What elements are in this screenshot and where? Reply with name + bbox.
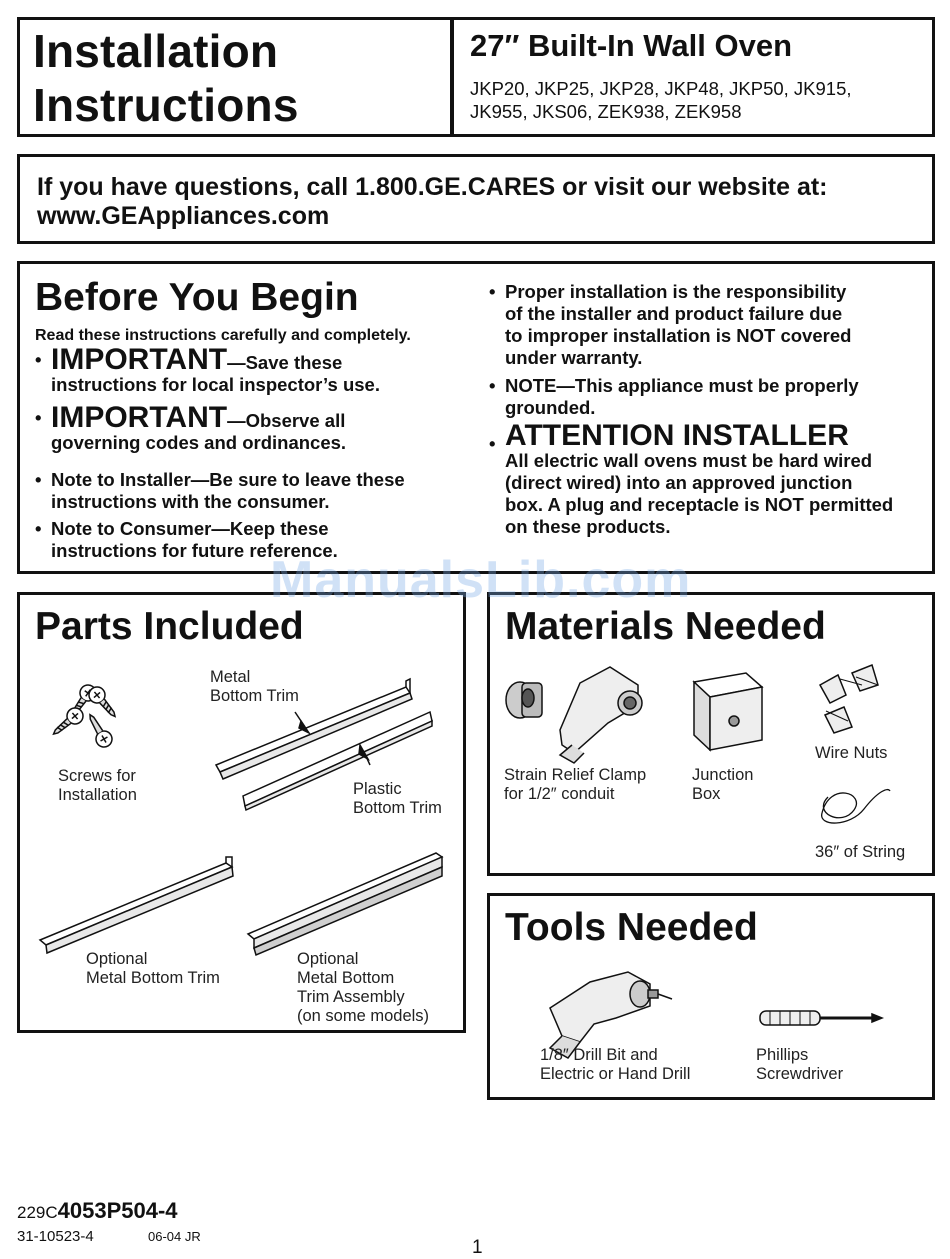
string-label: 36″ of String	[815, 843, 906, 861]
wire-nuts-icon	[820, 665, 878, 733]
screws-label-2: Installation	[58, 786, 137, 804]
header-title-box	[17, 17, 453, 137]
watermark: ManualsLib.com	[270, 551, 692, 609]
website-link[interactable]: www.GEAppliances.com	[37, 202, 330, 230]
contact-box	[17, 154, 935, 244]
header-product-box	[451, 17, 935, 137]
important-rest-2: —Observe all	[227, 410, 346, 431]
important-word-1: IMPORTANT	[51, 343, 228, 376]
part-number	[17, 1198, 178, 1224]
parts-title: Parts Included	[35, 605, 304, 648]
optional-trim-label	[86, 950, 220, 988]
optional-metal-trim-icon	[40, 857, 233, 953]
drill-label	[540, 1046, 690, 1084]
read-instructions: Read these instructions carefully and completely.	[35, 327, 411, 344]
wire-nuts-label: Wire Nuts	[815, 744, 888, 762]
part-number-main: 4053P504-4	[57, 1198, 178, 1223]
note-grounded-item: • NOTE—This appliance must be properly grounded.	[489, 375, 859, 418]
string-icon	[822, 790, 890, 823]
strain-relief-label	[504, 766, 646, 804]
proper-line-3: to improper installation is NOT covered	[505, 325, 852, 346]
attention-heading: ATTENTION INSTALLER	[505, 419, 849, 452]
installer-line-2: instructions with the consumer.	[51, 491, 330, 512]
important-word-2: IMPORTANT	[51, 401, 228, 434]
models-line-2: JK955, JKS06, ZEK938, ZEK958	[470, 101, 742, 122]
before-title: Before You Begin	[35, 276, 359, 319]
important-save-item: • IMPORTANT—Save these instructions for local inspector’s use.	[35, 343, 380, 395]
drill-label-1: 1/8″ Drill Bit and	[540, 1046, 658, 1064]
models-line-1: JKP20, JKP25, JKP28, JKP48, JKP50, JK915,	[470, 78, 852, 99]
parts-included-section	[17, 592, 466, 1033]
attention-installer-item: • ATTENTION INSTALLER All electric wall ovens must be hard wired (direct wired) into an approved junction box. A plug and receptacle is NOT permitted on these products.	[489, 419, 894, 537]
title-line-2: Instructions	[33, 79, 299, 131]
attention-line-4: on these products.	[505, 516, 671, 537]
optional-assembly-label-3: Trim Assembly	[297, 988, 405, 1006]
proper-line-1: Proper installation is the responsibility	[505, 281, 847, 302]
screwdriver-label-2: Screwdriver	[756, 1065, 844, 1083]
screwdriver-icon	[760, 1011, 882, 1025]
optional-trim-label-2: Metal Bottom Trim	[86, 969, 220, 987]
optional-trim-assembly-icon	[248, 853, 442, 955]
important-observe-item: • IMPORTANT—Observe all governing codes and ordinances.	[35, 401, 347, 453]
screwdriver-label	[756, 1046, 843, 1084]
note-line-2: grounded.	[505, 397, 596, 418]
strain-relief-label-2: for 1/2″ conduit	[504, 785, 615, 803]
materials-needed-section	[487, 592, 935, 876]
attention-line-3: box. A plug and receptacle is NOT permitted	[505, 494, 894, 515]
note-installer-item: • Note to Installer—Be sure to leave these instructions with the consumer.	[35, 469, 405, 512]
optional-assembly-label	[297, 950, 429, 1026]
proper-line-2: of the installer and product failure due	[505, 303, 843, 324]
before-you-begin-section	[17, 261, 935, 574]
screws-label	[58, 767, 137, 805]
strain-relief-clamp-icon	[506, 667, 642, 763]
optional-assembly-label-1: Optional	[297, 950, 359, 968]
optional-assembly-label-4: (on some models)	[297, 1007, 430, 1025]
plastic-trim-label-2: Bottom Trim	[353, 799, 442, 817]
part-number-prefix: 229C	[17, 1203, 58, 1222]
optional-trim-label-1: Optional	[86, 950, 148, 968]
important-line-2: instructions for local inspector’s use.	[51, 374, 380, 395]
junction-box-label-2: Box	[692, 785, 721, 803]
attention-line-2: (direct wired) into an approved junction	[505, 472, 853, 493]
contact-line-1: If you have questions, call 1.800.GE.CARES or visit our website at:	[37, 173, 828, 201]
attention-line-1: All electric wall ovens must be hard wired	[505, 450, 873, 471]
drill-label-2: Electric or Hand Drill	[540, 1065, 691, 1083]
junction-box-label	[692, 766, 753, 804]
screws-label-1: Screws for	[58, 767, 136, 785]
proper-line-4: under warranty.	[505, 347, 643, 368]
plastic-trim-label	[353, 780, 442, 818]
note-consumer-item: • Note to Consumer—Keep these instructions for future reference.	[35, 518, 338, 561]
title-line-1: Installation	[33, 25, 279, 77]
note-line-1: NOTE—This appliance must be properly	[505, 375, 859, 396]
proper-installation-item: • Proper installation is the responsibility of the installer and product failure due to improper installation is NOT covered under warranty.	[489, 281, 852, 368]
document-number: 31-10523-4	[17, 1228, 94, 1245]
page-number: 1	[472, 1237, 483, 1258]
materials-title: Materials Needed	[505, 605, 826, 648]
screws-icon	[48, 682, 121, 750]
plastic-trim-label-1: Plastic	[353, 780, 402, 798]
screwdriver-label-1: Phillips	[756, 1046, 809, 1064]
materials-illustration	[490, 595, 932, 873]
tools-needed-section	[487, 893, 935, 1100]
metal-trim-label-1: Metal	[210, 668, 251, 686]
metal-trim-label-2: Bottom Trim	[210, 687, 299, 705]
junction-box-icon	[694, 673, 762, 750]
strain-relief-label-1: Strain Relief Clamp	[504, 766, 647, 784]
consumer-line-2: instructions for future reference.	[51, 540, 338, 561]
metal-trim-label	[210, 668, 299, 706]
installer-line-1: Note to Installer—Be sure to leave these	[51, 469, 405, 490]
junction-box-label-1: Junction	[692, 766, 754, 784]
optional-assembly-label-2: Metal Bottom	[297, 969, 395, 987]
important-rest-1: —Save these	[227, 352, 343, 373]
consumer-line-1: Note to Consumer—Keep these	[51, 518, 329, 539]
product-title: 27″ Built-In Wall Oven	[470, 28, 793, 63]
tools-title: Tools Needed	[505, 906, 758, 949]
document-date: 06-04 JR	[148, 1229, 201, 1244]
important-observe-line-2: governing codes and ordinances.	[51, 432, 347, 453]
